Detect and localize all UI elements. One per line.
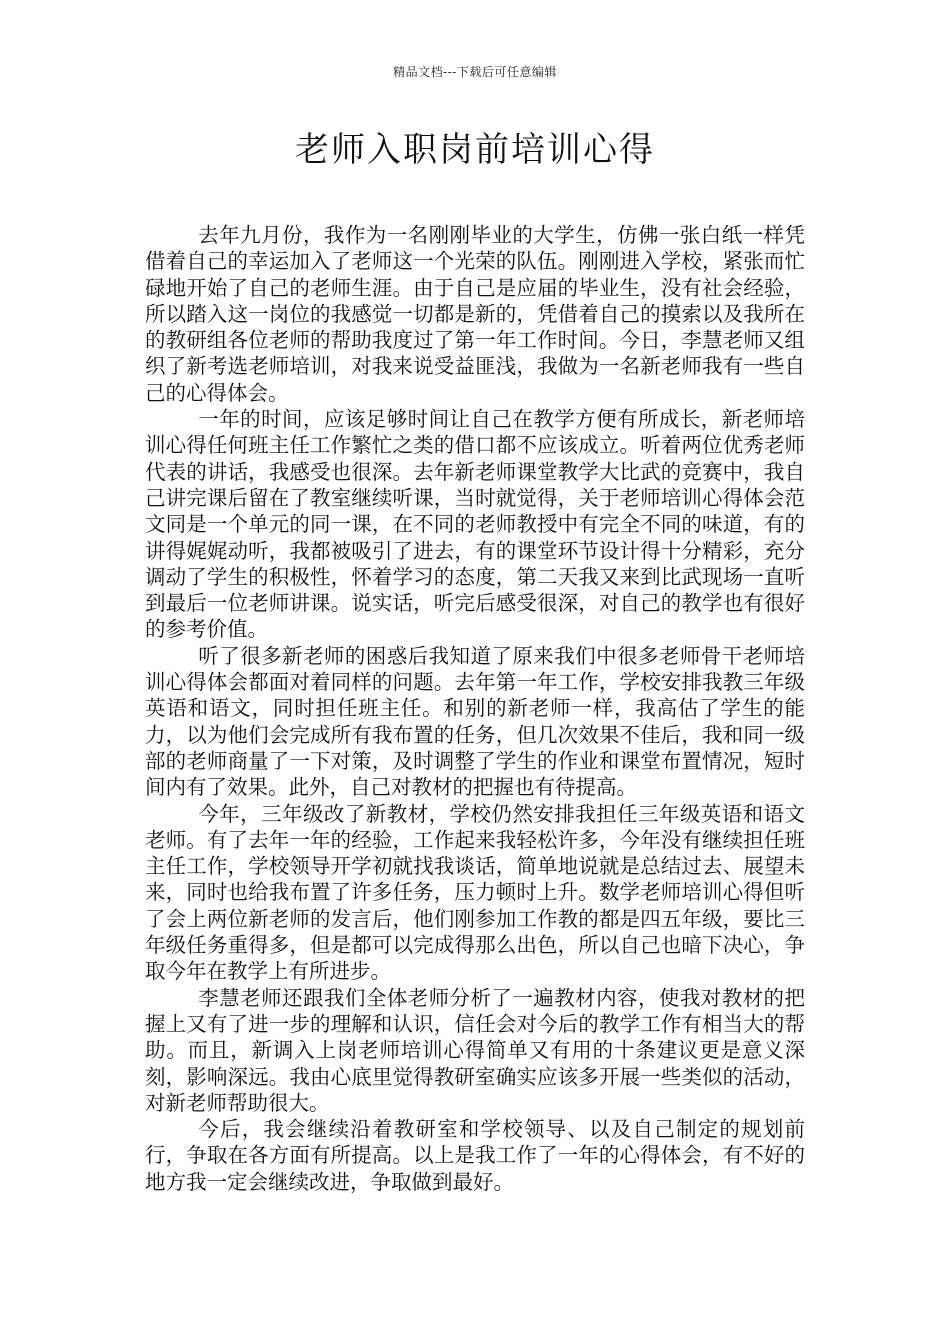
paragraph-4: 今年，三年级改了新教材，学校仍然安排我担任三年级英语和语文老师。有了去年一年的经验，工作起来我轻松许多，今年没有继续担任班主任工作，学校领导开学初就找我谈话，简单地说就是总结过去、展望未来，同时也给我布置了许多任务，压力顿时上升。数学老师培训心得但听了会上两位新老师的发言后，他们刚参加工作教的都是四五年级，要比三年级任务重得多，但是都可以完成得那么出色，所以自己也暗下决心，争取今年在教学上有所进步。 [145,801,805,984]
paragraph-1: 去年九月份，我作为一名刚刚毕业的大学生，仿佛一张白纸一样凭借着自己的幸运加入了老师这一个光荣的队伍。刚刚进入学校，紧张而忙碌地开始了自己的老师生涯。由于自己是应届的毕业生，没有社会经验，所以踏入这一岗位的我感觉一切都是新的，凭借着自己的摸索以及我所在的教研组各位老师的帮助我度过了第一年工作时间。今日，李慧老师又组织了新考选老师培训，对我来说受益匪浅，我做为一名新老师我有一些自己的心得体会。 [145,223,805,405]
paragraph-2: 一年的时间，应该足够时间让自己在教学方便有所成长，新老师培训心得任何班主任工作繁忙之类的借口都不应该成立。听着两位优秀老师代表的讲话，我感受也很深。去年新老师课堂教学大比武的竞赛中，我自己讲完课后留在了教室继续听课，当时就觉得，关于老师培训心得体会范文同是一个单元的同一课，在不同的老师教授中有完全不同的味道，有的讲得娓娓动听，我都被吸引了进去，有的课堂环节设计得十分精彩，充分调动了学生的积极性，怀着学习的态度，第二天我又来到比武现场一直听到最后一位老师讲课。说实话，听完后感受很深，对自己的教学也有很好的参考价值。 [145,407,805,642]
paragraph-6: 今后，我会继续沿着教研室和学校领导、以及自己制定的规划前行，争取在各方面有所提高。以上是我工作了一年的心得体会，有不好的地方我一定会继续改进，争取做到最好。 [145,1117,805,1194]
document-body [145,222,805,1195]
paragraph-3: 听了很多新老师的困惑后我知道了原来我们中很多老师骨干老师培训心得体会都面对着同样的问题。去年第一年工作，学校安排我教三年级英语和语文，同时担任班主任。和别的新老师一样，我高估了学生的能力，以为他们会完成所有我布置的任务，但几次效果不佳后，我和同一级部的老师商量了一下对策，及时调整了学生的作业和课堂布置情况，短时间内有了效果。此外，自己对教材的把握也有待提高。 [145,643,805,800]
paragraph-5: 李慧老师还跟我们全体老师分析了一遍教材内容，使我对教材的把握上又有了进一步的理解和认识，信任会对今后的教学工作有相当大的帮助。而且，新调入上岗老师培训心得简单又有用的十条建议更是意义深刻，影响深远。我由心底里觉得教研室确实应该多开展一些类似的活动，对新老师帮助很大。 [145,985,805,1115]
document-title: 老师入职岗前培训心得 [295,130,655,170]
header-note: 精品文档---下载后可任意编辑 [393,65,557,79]
